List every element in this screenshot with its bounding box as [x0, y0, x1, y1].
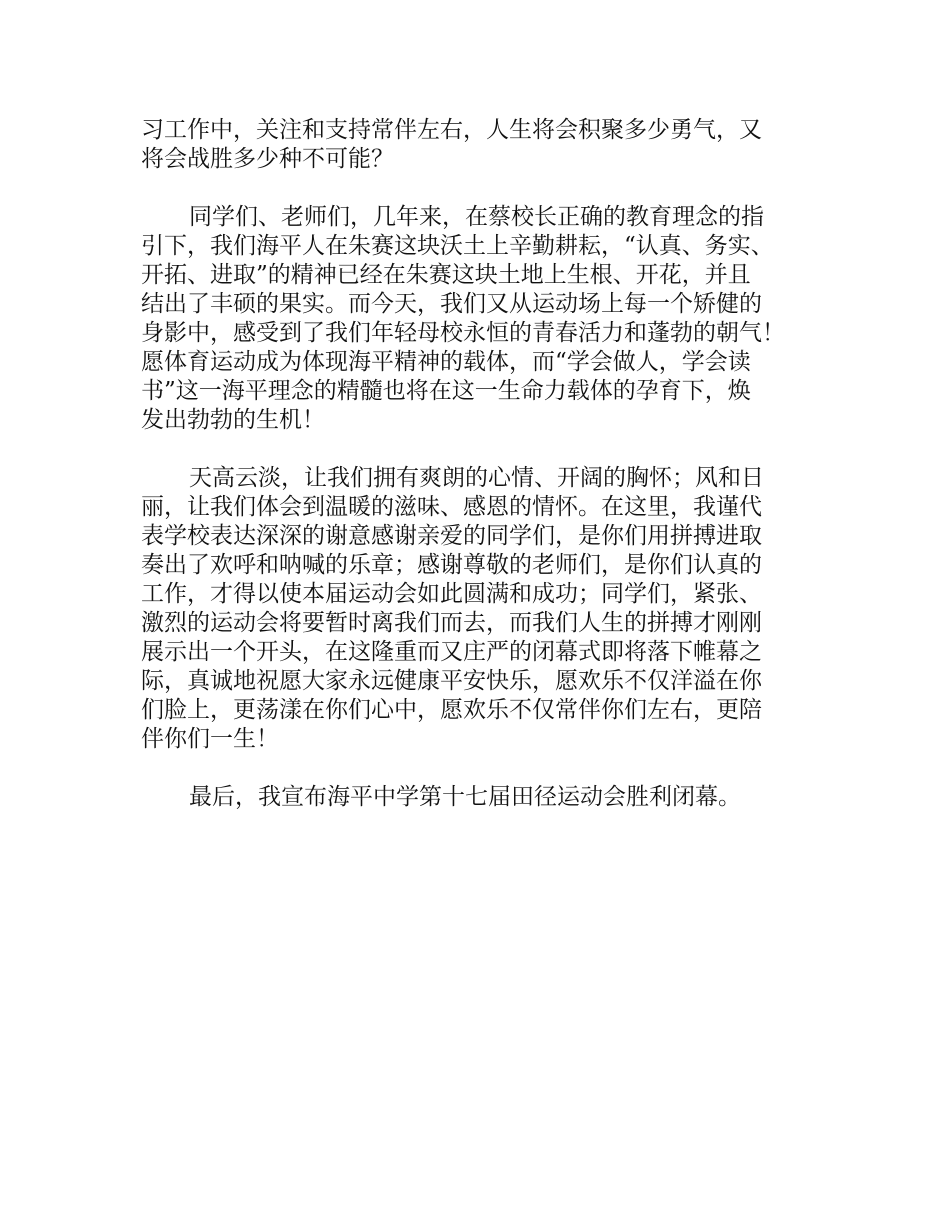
text-line: 将会战胜多少种不可能？ [141, 146, 394, 172]
text-line: 际，真诚地祝愿大家永远健康平安快乐，愿欢乐不仅洋溢在你 [141, 668, 762, 694]
text-line: 工作，才得以使本届运动会如此圆满和成功；同学们，紧张、 [141, 581, 762, 607]
paragraph-thanks [141, 464, 821, 754]
text-line: 书”这一海平理念的精髓也将在这一生命力载体的孕育下，焕 [141, 378, 751, 404]
text-line: 表学校表达深深的谢意感谢亲爱的同学们，是你们用拼搏进取 [141, 523, 762, 549]
document-body [141, 116, 821, 812]
text-line: 同学们、老师们，几年来，在蔡校长正确的教育理念的指 [189, 204, 764, 230]
paragraph-closing [141, 783, 821, 812]
text-line: 开拓、进取”的精神已经在朱赛这块土地上生根、开花，并且 [141, 262, 751, 288]
paragraph-school-spirit [141, 203, 821, 435]
text-line: 丽，让我们体会到温暖的滋味、感恩的情怀。在这里，我谨代 [141, 494, 762, 520]
text-line: 伴你们一生！ [141, 726, 279, 752]
text-line: 展示出一个开头，在这隆重而又庄严的闭幕式即将落下帷幕之 [141, 639, 762, 665]
text-line: 引下，我们海平人在朱赛这块沃土上辛勤耕耘，“认真、务实、 [141, 233, 774, 259]
paragraph-spacer [141, 435, 821, 464]
text-line: 结出了丰硕的果实。而今天，我们又从运动场上每一个矫健的 [141, 291, 762, 317]
text-line: 激烈的运动会将要暂时离我们而去，而我们人生的拼搏才刚刚 [141, 610, 762, 636]
paragraph-continuation [141, 116, 821, 174]
text-line: 天高云淡，让我们拥有爽朗的心情、开阔的胸怀；风和日 [189, 465, 764, 491]
paragraph-spacer [141, 754, 821, 783]
text-line: 愿体育运动成为体现海平精神的载体，而“学会做人，学会读 [141, 349, 751, 375]
text-line: 们脸上，更荡漾在你们心中，愿欢乐不仅常伴你们左右，更陪 [141, 697, 762, 723]
paragraph-spacer [141, 174, 821, 203]
text-line: 奏出了欢呼和呐喊的乐章；感谢尊敬的老师们，是你们认真的 [141, 552, 762, 578]
text-line: 发出勃勃的生机！ [141, 407, 325, 433]
text-line: 习工作中，关注和支持常伴左右，人生将会积聚多少勇气，又 [141, 117, 762, 143]
text-line: 身影中，感受到了我们年轻母校永恒的青春活力和蓬勃的朝气！ [141, 320, 785, 346]
text-line: 最后，我宣布海平中学第十七届田径运动会胜利闭幕。 [189, 784, 741, 810]
